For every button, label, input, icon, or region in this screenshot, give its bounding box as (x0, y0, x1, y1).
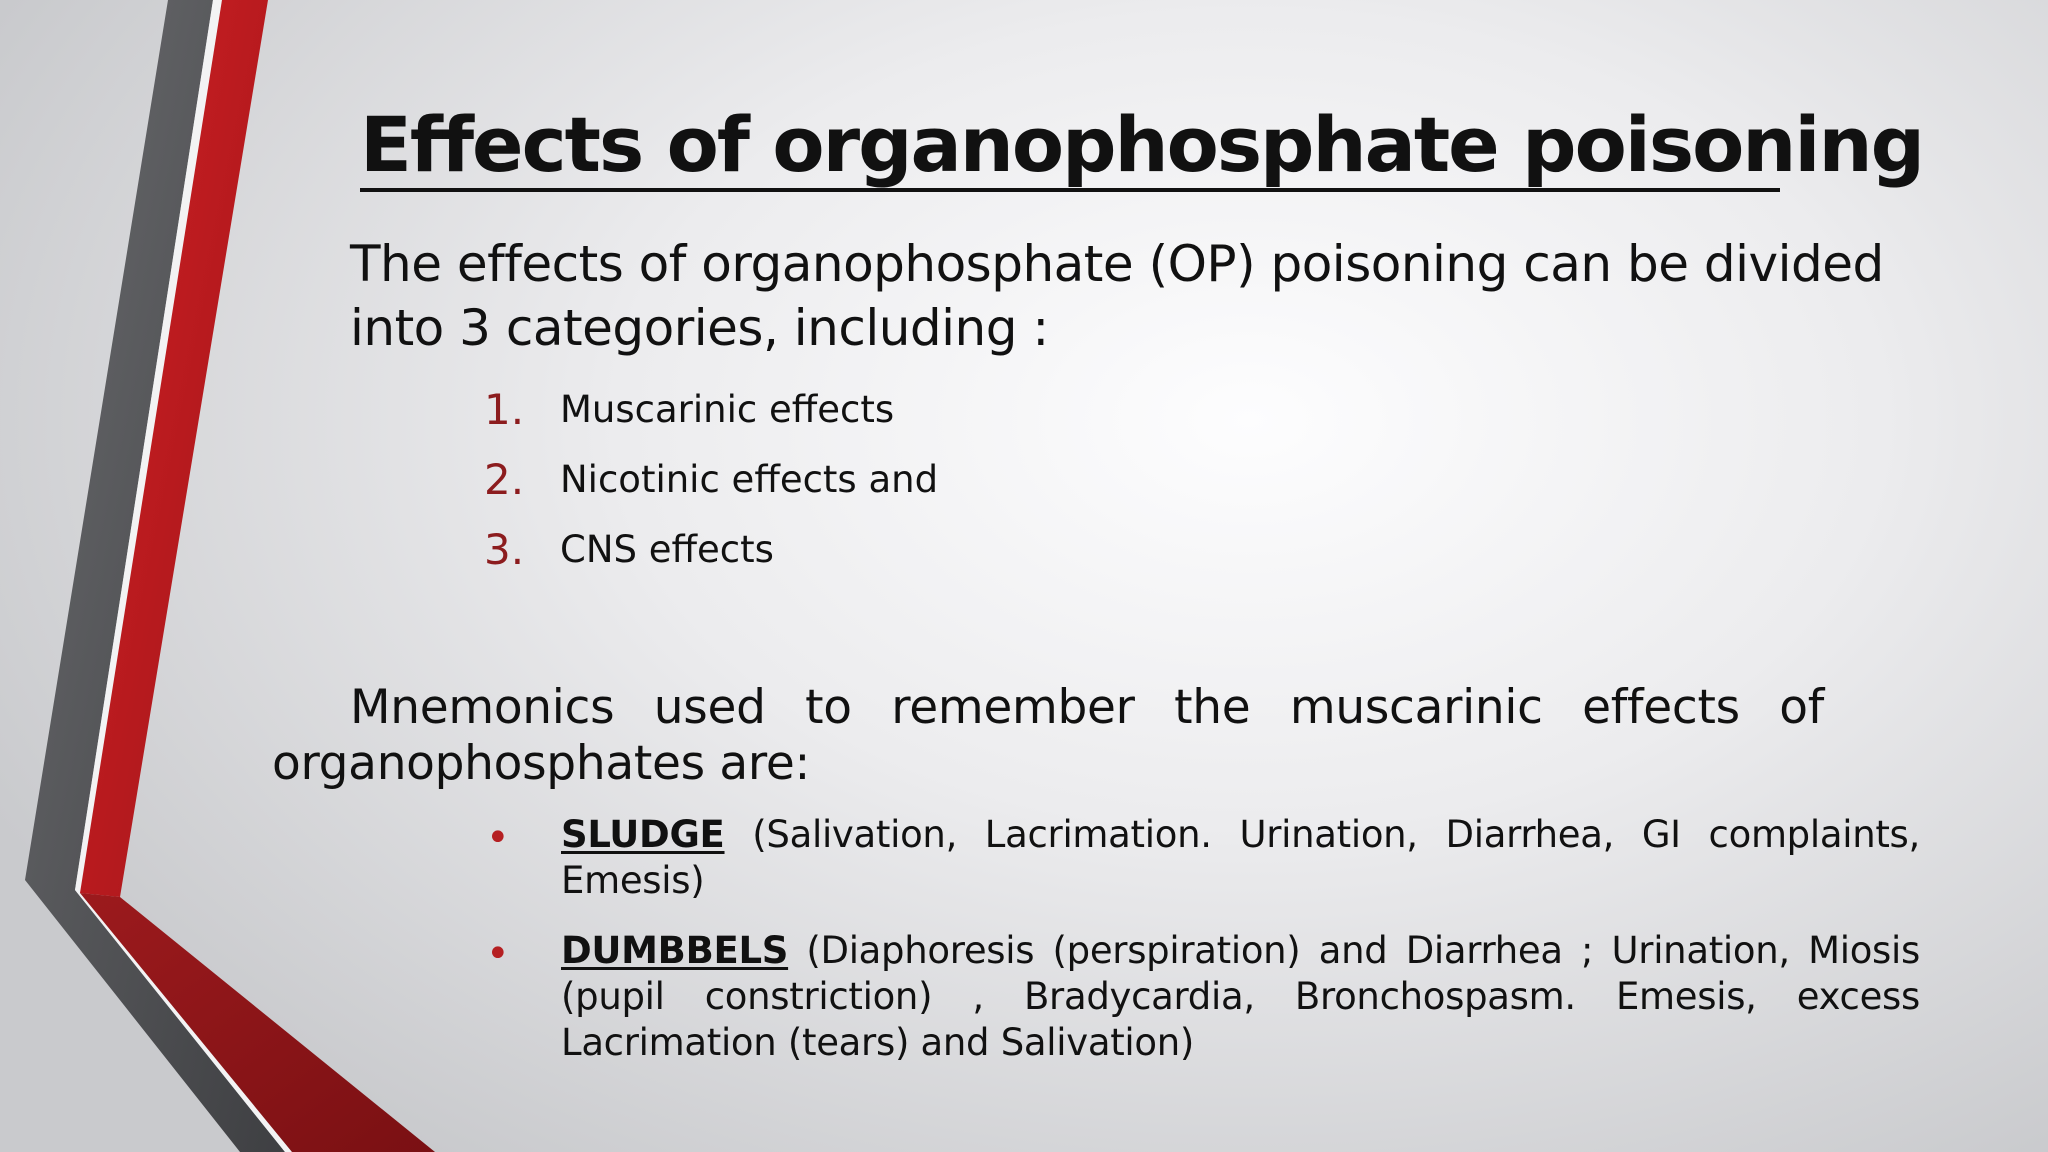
list-item (480, 928, 1920, 1066)
category-list (480, 385, 1380, 595)
list-text: CNS effects (560, 528, 774, 571)
list-item (480, 812, 1920, 904)
list-text: Nicotinic effects and (560, 458, 939, 501)
intro-paragraph: The effects of organophosphate (OP) poisoning can be divided into 3 categories, including : (350, 235, 1884, 357)
list-number: 3. (484, 525, 525, 574)
slide-title: Effects of organophosphate poisoning (360, 100, 1780, 192)
list-text: Muscarinic effects (560, 388, 895, 431)
list-number: 1. (484, 385, 525, 434)
list-item (480, 525, 1380, 595)
mnemonics-intro: Mnemonics used to remember the muscarinic effects of organophosphates are: (272, 680, 1824, 791)
bullet-dot: • (486, 815, 510, 861)
list-item (480, 385, 1380, 455)
mnemonic-term: SLUDGE (561, 813, 725, 856)
list-item (480, 455, 1380, 525)
list-number: 2. (484, 455, 525, 504)
bullet-dot: • (486, 931, 510, 977)
mnemonic-description: (Diaphoresis (perspiration) and Diarrhea ; Urination, Miosis (pupil constriction) , Bradycardia, Bronchospasm. Emesis, excess Lacrimation (tears) and Salivation) (561, 929, 1920, 1064)
mnemonic-list (480, 812, 1920, 1090)
mnemonic-term: DUMBBELS (561, 929, 789, 972)
mnemonic-description: (Salivation, Lacrimation. Urination, Diarrhea, GI complaints, Emesis) (561, 813, 1920, 902)
